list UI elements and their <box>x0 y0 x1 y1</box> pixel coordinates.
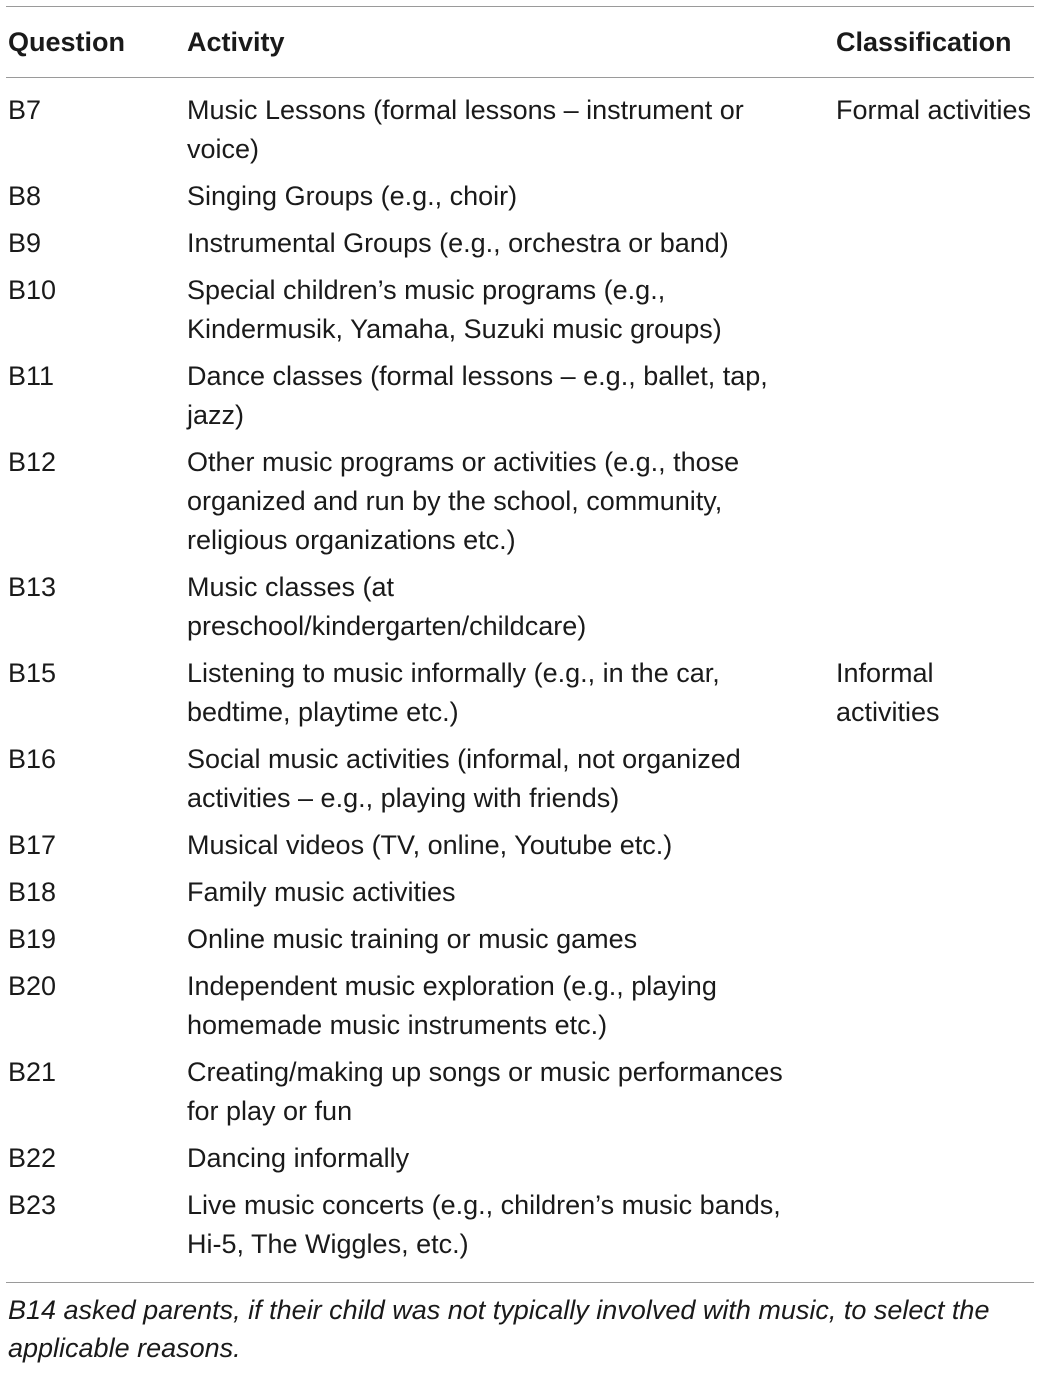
table-row <box>6 826 1034 865</box>
question-cell: B19 <box>8 924 57 954</box>
table-row <box>6 654 1034 732</box>
question-cell: B9 <box>8 228 42 258</box>
activity-cell: Independent music exploration (e.g., playing homemade music instruments etc.) <box>187 971 717 1040</box>
table-header <box>6 7 1034 77</box>
activity-cell: Social music activities (informal, not organized activities – e.g., playing with friends) <box>187 744 741 813</box>
table-footnote: B14 asked parents, if their child was not typically involved with music, to select the applicable reasons. <box>8 1295 990 1363</box>
table-row <box>6 224 1034 263</box>
activity-cell: Singing Groups (e.g., choir) <box>187 181 518 211</box>
table-row <box>6 177 1034 216</box>
table-row <box>6 967 1034 1045</box>
question-cell: B13 <box>8 572 57 602</box>
table-row <box>6 740 1034 818</box>
question-cell: B8 <box>8 181 42 211</box>
table-row <box>6 91 1034 169</box>
question-cell: B7 <box>8 95 42 125</box>
table-row <box>6 1186 1034 1264</box>
activities-table <box>6 6 1034 1367</box>
question-cell: B15 <box>8 658 57 688</box>
activity-cell: Family music activities <box>187 877 456 907</box>
activity-cell: Creating/making up songs or music performances for play or fun <box>187 1057 783 1126</box>
question-cell: B12 <box>8 447 57 477</box>
table-row <box>6 1139 1034 1178</box>
header-question: Question <box>8 26 126 57</box>
table-row <box>6 920 1034 959</box>
question-cell: B16 <box>8 744 57 774</box>
activity-cell: Music Lessons (formal lessons – instrument or voice) <box>187 95 744 164</box>
question-cell: B10 <box>8 275 57 305</box>
question-cell: B17 <box>8 830 57 860</box>
question-cell: B21 <box>8 1057 57 1087</box>
table-row <box>6 873 1034 912</box>
question-cell: B22 <box>8 1143 57 1173</box>
table-row <box>6 357 1034 435</box>
question-cell: B18 <box>8 877 57 907</box>
classification-cell: Informal activities <box>836 658 940 727</box>
activity-cell: Online music training or music games <box>187 924 638 954</box>
activity-cell: Listening to music informally (e.g., in the car, bedtime, playtime etc.) <box>187 658 720 727</box>
classification-cell: Formal activities <box>836 95 1032 125</box>
question-cell: B20 <box>8 971 57 1001</box>
activity-cell: Other music programs or activities (e.g., those organized and run by the school, community, religious organizations etc.) <box>187 447 740 555</box>
activity-cell: Special children’s music programs (e.g., Kindermusik, Yamaha, Suzuki music groups) <box>187 275 722 344</box>
activity-cell: Live music concerts (e.g., children’s music bands, Hi-5, The Wiggles, etc.) <box>187 1190 781 1259</box>
header-activity: Activity <box>187 26 285 57</box>
activity-cell: Dancing informally <box>187 1143 410 1173</box>
table-body <box>6 78 1034 1282</box>
table-row <box>6 271 1034 349</box>
question-cell: B23 <box>8 1190 57 1220</box>
activity-cell: Musical videos (TV, online, Youtube etc.) <box>187 830 673 860</box>
activity-cell: Music classes (at preschool/kindergarten/childcare) <box>187 572 587 641</box>
table-row <box>6 568 1034 646</box>
header-classification: Classification <box>836 26 1012 57</box>
activity-cell: Instrumental Groups (e.g., orchestra or band) <box>187 228 729 258</box>
question-cell: B11 <box>8 361 55 391</box>
table-row <box>6 443 1034 560</box>
table-row <box>6 1053 1034 1131</box>
activity-cell: Dance classes (formal lessons – e.g., ballet, tap, jazz) <box>187 361 768 430</box>
